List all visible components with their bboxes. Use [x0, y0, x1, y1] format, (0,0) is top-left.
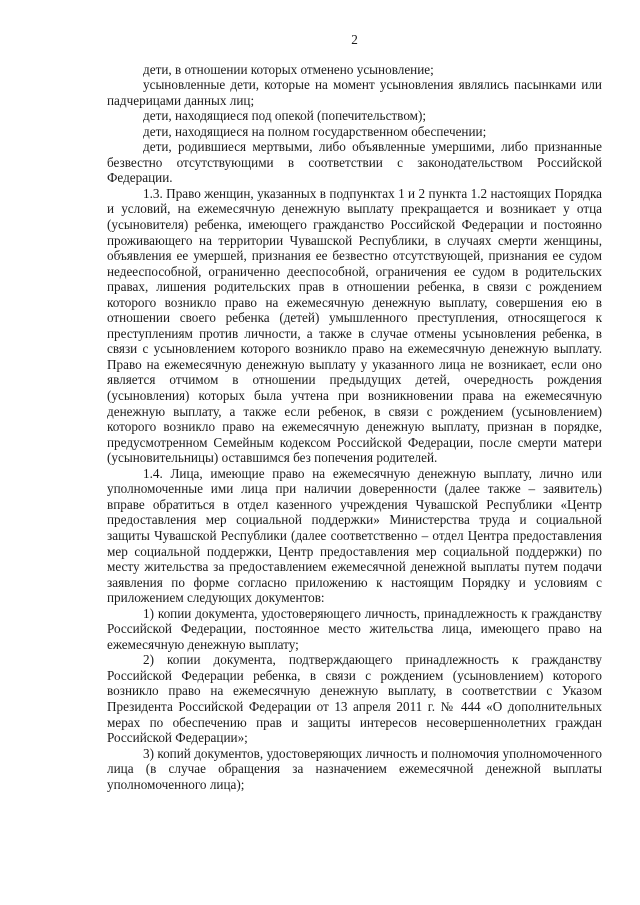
paragraph-adoption-cancelled: дети, в отношении которых отменено усыновление; [143, 61, 434, 77]
paragraph-document-2: 2) копии документа, подтверждающего принадлежность к гражданству Российской Федерации ребенка, в связи с рождением (усыновлением) которого возникло право на ежемесячную денежную выплату, в соответствии с Указом Президента Российской Федерации от 13 апреля 2011 г. № 444 «О дополнительных мерах по обеспечению прав и защиты интересов несовершеннолетних граждан Российской Федерации»; [107, 652, 602, 746]
paragraph-clause-1-4: 1.4. Лица, имеющие право на ежемесячную денежную выплату, лично или уполномоченные ими лица при наличии доверенности (далее также – заявитель) вправе обратиться в отдел казенного учреждения Чувашской Республики «Центр предоставления мер социальной поддержки» Министерства труда и социальной защиты Чувашской Республики (далее соответственно – отдел Центра предоставления мер социальной поддержки, Центр предоставления мер социальной поддержки) по месту жительства за предоставлением ежемесячной денежной выплаты путем подачи заявления по форме согласно приложению к настоящим Порядку и условиям с приложением следующих документов: [107, 465, 602, 606]
paragraph-stillborn-deceased: дети, родившиеся мертвыми, либо объявленные умершими, либо признанные безвестно отсутствующими в соответствии с законодательством Российской Федерации. [107, 139, 602, 186]
paragraph-document-3: 3) копий документов, удостоверяющих личность и полномочия уполномоченного лица (в случае обращения за назначением ежемесячной денежной выплаты уполномоченного лица); [107, 745, 602, 792]
page-number: 2 [351, 32, 358, 47]
paragraph-stepchildren: усыновленные дети, которые на момент усыновления являлись пасынками или падчерицами данных лиц; [107, 77, 602, 108]
document-body [107, 62, 602, 793]
paragraph-guardianship: дети, находящиеся под опекой (попечительством); [143, 108, 427, 124]
paragraph-document-1: 1) копии документа, удостоверяющего личность, принадлежность к гражданству Российской Федерации, постоянное место жительства лица, имеющего право на ежемесячную денежную выплату; [107, 605, 602, 652]
paragraph-state-support: дети, находящиеся на полном государственном обеспечении; [143, 123, 487, 139]
paragraph-clause-1-3: 1.3. Право женщин, указанных в подпунктах 1 и 2 пункта 1.2 настоящих Порядка и условий, на ежемесячную денежную выплату прекращается и возникает у отца (усыновителя) ребенка, имеющего гражданство Российской Федерации и постоянно проживающего на территории Чувашской Республики, в случаях смерти женщины, объявления ее умершей, признания ее безвестно отсутствующей, признания ее судом недееспособной, ограниченно дееспособной, ограничения ее судом в родительских правах, лишения родительских прав в отношении ребенка, в связи с рождением которого возникло право на ежемесячную денежную выплату, совершения ею в отношении своего ребенка (детей) умышленного преступления, относящегося к преступлениям против личности, а также в случае отмены усыновления ребенка, в связи с усыновлением которого возникло право на ежемесячную денежную выплату. Право на ежемесячную денежную выплату у указанного лица не возникает, если оно является отчимом в отношении предыдущих детей, очередность рождения (усыновления) которых была учтена при возникновении права на ежемесячную денежную выплату, а также если ребенок, в связи с рождением (усыновлением) которого возникло право на ежемесячную денежную выплату, признан в порядке, предусмотренном Семейным кодексом Российской Федерации, после смерти матери (усыновительницы) оставшимся без попечения родителей. [107, 185, 602, 466]
